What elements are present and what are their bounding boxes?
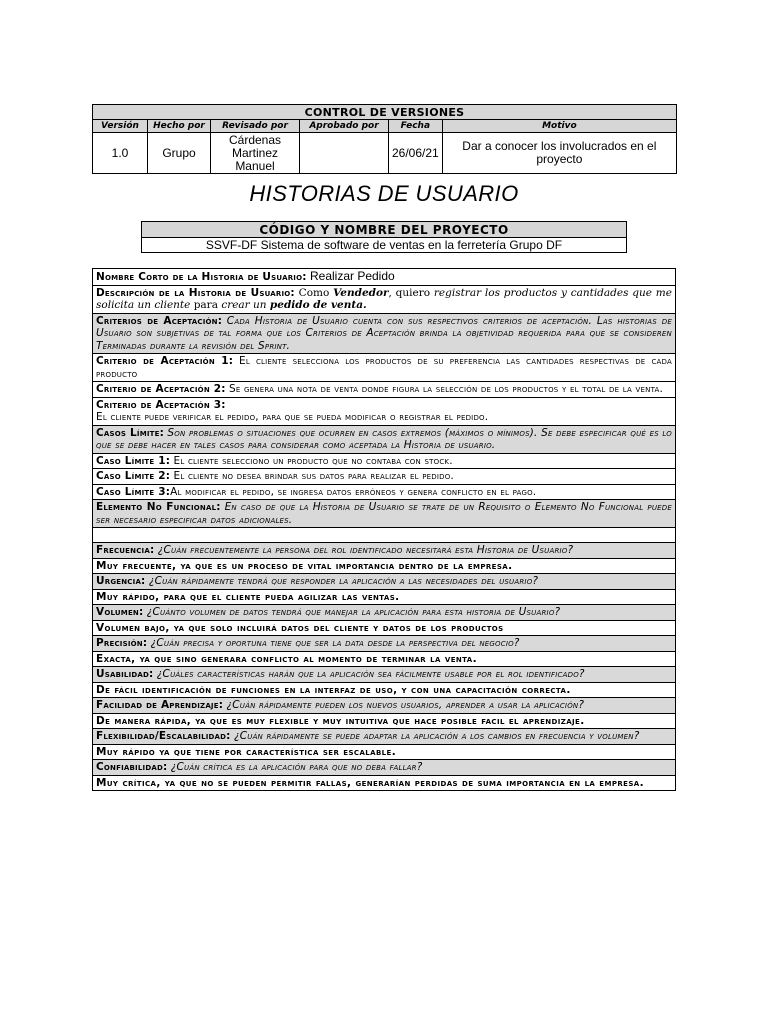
scalability-row — [93, 729, 676, 745]
non-functional-text: En caso de que la Historia de Usuario se trate de un Requisito o Elemento No Funcional puede ser necesario especificar datos adicionales. — [96, 501, 672, 526]
urgency-answer-row — [93, 589, 676, 605]
criterion-2-row — [93, 382, 676, 398]
usability-row — [93, 667, 676, 683]
description-text-4: para — [193, 299, 218, 311]
non-functional-row — [93, 500, 676, 528]
volume-answer: Volumen bajo, ya que solo incluirá datos del cliente y datos de los productos — [96, 621, 504, 634]
reliability-label: Confiabilidad: — [96, 761, 168, 773]
criterion-1-row — [93, 354, 676, 382]
criterion-3-text: El cliente puede verificar el pedido, para que se pueda modificar o registrar el pedido. — [96, 411, 489, 423]
project-header: CÓDIGO Y NOMBRE DEL PROYECTO — [142, 222, 627, 238]
frequency-text: ¿Cuán frecuentemente la persona del rol identificado necesitará esta Historia de Usuario? — [157, 544, 574, 556]
version-value: 1.0 — [93, 133, 148, 174]
scalability-answer: Muy rápido ya que tiene por característica ser escalable. — [96, 745, 397, 758]
urgency-label: Urgencia: — [96, 575, 146, 587]
col-approved-by: Aprobado por — [300, 120, 389, 133]
volume-answer-row — [93, 620, 676, 636]
urgency-answer: Muy rápido, para que el cliente pueda agilizar las ventas. — [96, 590, 400, 603]
usability-text: ¿Cuáles características harán que la aplicación sea fácilmente usable por el rol identificado? — [156, 668, 585, 680]
limit-2-text: El cliente no desea brindar sus datos para realizar el pedido. — [173, 470, 454, 482]
col-reviewed-by: Revisado por — [211, 120, 300, 133]
description-goal: pedido de venta. — [269, 299, 367, 311]
description-text-2: , quiero — [388, 286, 431, 299]
precision-text: ¿Cuán precisa y oportuna tiene que ser la data desde la perspectiva del negocio? — [150, 637, 520, 649]
usability-answer-row — [93, 682, 676, 698]
reliability-text: ¿Cuán crítica es la aplicación para que no deba fallar? — [170, 761, 423, 773]
limit-1-label: Caso Límite 1: — [96, 454, 171, 467]
usability-answer: De fácil identificación de funciones en la interfaz de uso, y con una capacitación correcta. — [96, 683, 571, 696]
short-name-value: Realizar Pedido — [309, 269, 395, 283]
user-story-table — [92, 268, 676, 791]
precision-answer: Exacta, ya que sino generara conflicto al momento de terminar la venta. — [96, 652, 477, 665]
limit-header-row — [93, 425, 676, 453]
scalability-answer-row — [93, 744, 676, 760]
limit-3-label: Caso Límite 3: — [96, 485, 171, 498]
limit-header-text: Son problemas o situaciones que ocurren en casos extremos (máximos o mínimos). Se debe especificar qué es lo que se debe hacer en tales casos para considerar como aceptada la Historia de usuario. — [96, 426, 672, 451]
project-name: SSVF-DF Sistema de software de ventas en la ferretería Grupo DF — [142, 238, 627, 253]
reviewed-by-value: Cárdenas Martinez Manuel — [211, 133, 300, 174]
blank-row — [93, 528, 676, 543]
col-version: Versión — [93, 120, 148, 133]
learnability-text: ¿Cuán rápidamente pueden los nuevos usuarios, aprender a usar la aplicación? — [226, 699, 585, 711]
frequency-answer-row — [93, 558, 676, 574]
version-control-table — [92, 104, 677, 174]
short-name-label: Nombre Corto de la Historia de Usuario: — [96, 271, 307, 283]
precision-answer-row — [93, 651, 676, 667]
learnability-row — [93, 698, 676, 714]
learnability-label: Facilidad de Aprendizaje: — [96, 699, 224, 711]
frequency-answer: Muy frecuente, ya que es un proceso de vital importancia dentro de la empresa. — [96, 559, 513, 572]
urgency-row — [93, 574, 676, 590]
version-row — [93, 133, 677, 174]
description-text-3: registrar los productos y cantidades que me solicita un cliente — [96, 286, 672, 311]
description-role: Vendedor — [333, 286, 389, 299]
limit-header-label: Casos Límite: — [96, 426, 165, 439]
scalability-label: Flexibilidad/Escalabilidad: — [96, 730, 231, 742]
volume-label: Volumen: — [96, 606, 144, 618]
date-value: 26/06/21 — [389, 133, 443, 174]
version-control-title: CONTROL DE VERSIONES — [93, 105, 677, 120]
col-reason: Motivo — [442, 120, 676, 133]
limit-3-row — [93, 484, 676, 500]
approved-by-value — [300, 133, 389, 174]
frequency-row — [93, 543, 676, 559]
col-made-by: Hecho por — [148, 120, 211, 133]
reason-value: Dar a conocer los involucrados en el proyecto — [442, 133, 676, 174]
criterion-1-text: El cliente selecciona los productos de su preferencia las cantidades respectivas de cada producto — [96, 355, 672, 380]
description-text-5: crear un — [221, 299, 267, 311]
frequency-label: Frecuencia: — [96, 544, 155, 556]
description-label: Descripción de la Historia de Usuario: — [96, 286, 295, 299]
short-name-row — [93, 269, 676, 286]
document-title: HISTORIAS DE USUARIO — [249, 181, 519, 206]
urgency-text: ¿Cuán rápidamente tendrá que responder la aplicación a las necesidades del usuario? — [148, 575, 539, 587]
precision-label: Precisión: — [96, 637, 148, 649]
non-functional-label: Elemento No Funcional: — [96, 501, 221, 513]
criteria-header-row — [93, 313, 676, 354]
criterion-1-label: Criterio de Aceptación 1: — [96, 355, 234, 367]
criterion-2-label: Criterio de Aceptación 2: — [96, 383, 226, 395]
volume-row — [93, 605, 676, 621]
criterion-3-label: Criterio de Aceptación 3: — [96, 398, 226, 411]
reliability-answer-row — [93, 775, 676, 791]
reliability-answer: Muy crítica, ya que no se pueden permitir fallas, generarían perdidas de suma importancia en la empresa. — [96, 776, 645, 789]
limit-1-row — [93, 453, 676, 469]
col-date: Fecha — [389, 120, 443, 133]
learnability-answer-row — [93, 713, 676, 729]
criterion-2-text: Se genera una nota de venta donde figura la selección de los productos y el total de la venta. — [229, 383, 664, 395]
reliability-row — [93, 760, 676, 776]
description-row — [93, 285, 676, 313]
made-by-value: Grupo — [148, 133, 211, 174]
precision-row — [93, 636, 676, 652]
limit-2-row — [93, 469, 676, 485]
project-table — [141, 221, 627, 253]
learnability-answer: De manera rápida, ya que es muy flexible y muy intuitiva que hace posible facil el aprendizaje. — [96, 714, 585, 727]
limit-3-text: Al modificar el pedido, se ingresa datos erróneos y genera conflicto en el pago. — [170, 485, 537, 498]
scalability-text: ¿Cuán rápidamente se puede adaptar la aplicación a los cambios en frecuencia y volumen? — [233, 730, 640, 742]
usability-label: Usabilidad: — [96, 668, 154, 680]
volume-text: ¿Cuánto volumen de datos tendrá que manejar la aplicación para esta historia de Usuario? — [146, 606, 561, 618]
limit-1-text: El cliente selecciono un producto que no contaba con stock. — [173, 454, 453, 467]
limit-2-label: Caso Límite 2: — [96, 470, 171, 482]
criteria-header-text: Cada Historia de Usuario cuenta con sus respectivos criterios de aceptación. Las historias de Usuario son subjetivas de tal forma que los Criterios de Aceptación brinda la objetividad requerida para que se consideren Terminadas durante la revisión del Sprint. — [96, 314, 672, 352]
criterion-3-row — [93, 397, 676, 425]
description-text-1: Como — [298, 286, 330, 299]
criteria-header-label: Criterios de Aceptación: — [96, 314, 223, 327]
